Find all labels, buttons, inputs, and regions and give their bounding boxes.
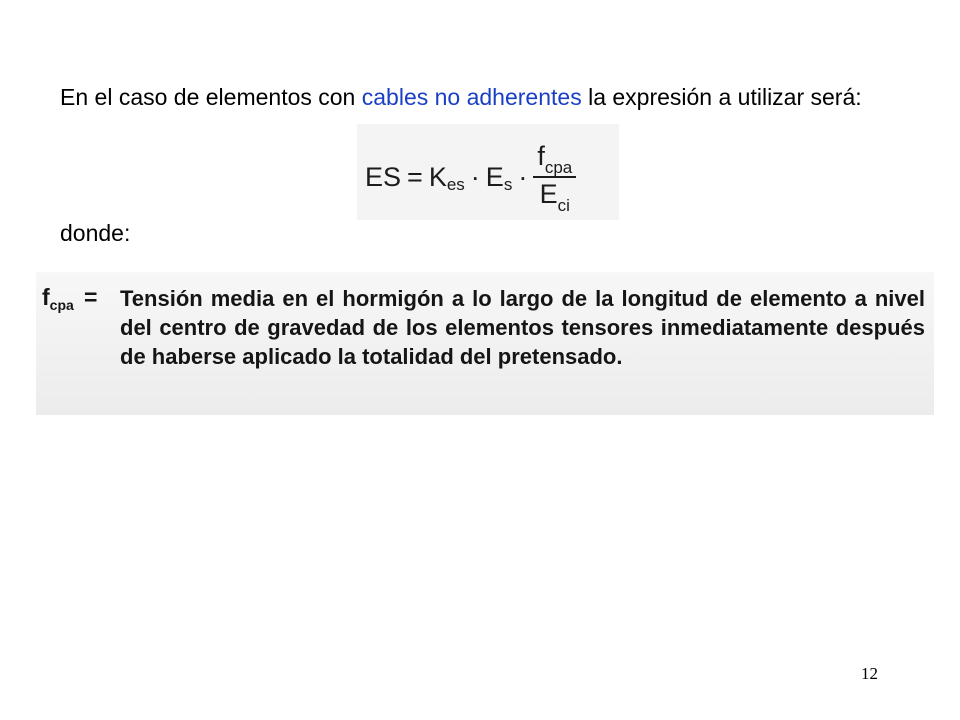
formula-fraction [533, 140, 576, 214]
formula-lhs: ES [365, 161, 402, 192]
formula-den-symbol: E [539, 179, 558, 209]
formula-e-sub: s [503, 175, 513, 194]
definition-symbol [42, 284, 74, 311]
formula-numerator [533, 140, 576, 176]
definition-text: Tensión media en el hormigón a lo largo de la longitud de elemento a nivel del centro de gravedad de los elementos tensores inmediatamente después de haberse aplicado la totalidad del pretensado. [120, 286, 925, 369]
formula-expression [365, 140, 576, 214]
intro-highlight-text: cables no adherentes [361, 84, 582, 110]
formula-dot-2: · [518, 161, 528, 192]
intro-text-part2: la expresión a utilizar será: [581, 84, 862, 110]
formula-den-sub: ci [557, 196, 570, 215]
formula-denominator [536, 178, 574, 214]
donde-label: donde: [60, 220, 131, 246]
definition-symbol-sub: cpa [49, 297, 74, 313]
page-number: 12 [861, 664, 878, 683]
definition-equals: = [84, 284, 98, 310]
formula-equals: = [407, 161, 423, 192]
intro-text-part1: En el caso de elementos con [60, 84, 362, 110]
formula-dot-1: · [470, 161, 480, 192]
formula-e: E [485, 161, 504, 192]
definition-image [36, 272, 934, 415]
formula-k-sub: es [446, 175, 465, 194]
formula-num-symbol: f [537, 141, 545, 171]
formula-image [357, 124, 619, 220]
formula-k: K [428, 161, 447, 192]
intro-paragraph [60, 81, 920, 113]
formula-num-sub: cpa [544, 158, 573, 177]
definition-symbol-letter: f [42, 284, 50, 310]
